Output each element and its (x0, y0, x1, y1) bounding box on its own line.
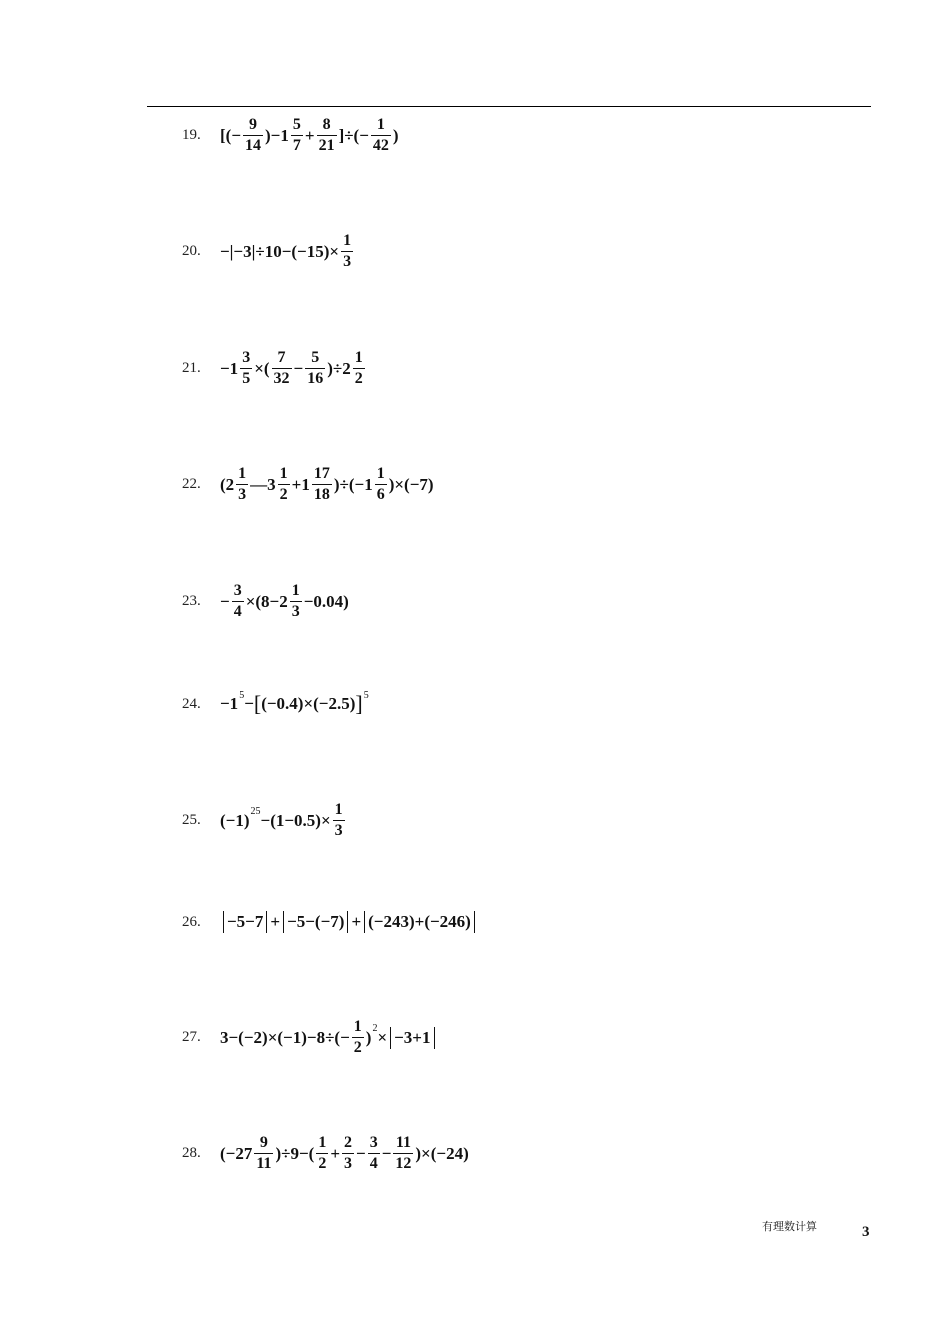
fraction-denominator: 3 (334, 822, 343, 839)
expression-text: ) (365, 1027, 372, 1047)
expression-text: −(1−0.5)× (260, 810, 331, 830)
fraction (312, 466, 332, 503)
expression-text: × (377, 1027, 388, 1047)
expression-text: )÷2 (327, 358, 351, 378)
problem-item (182, 117, 399, 154)
fraction-denominator: 4 (233, 603, 242, 620)
expression-text: 3−(−2)×(−1)−8÷(− (220, 1027, 350, 1047)
fraction (371, 117, 391, 154)
expression-text: —3 (250, 474, 276, 494)
fraction (305, 350, 325, 387)
fraction (236, 466, 248, 503)
expression-text: )÷(−1 (333, 474, 373, 494)
expression-text: (2 (220, 474, 235, 494)
expression-text: −|−3|÷10−(−15)× (220, 241, 340, 261)
fraction-numerator: 8 (322, 116, 331, 133)
math-expression (220, 689, 369, 716)
fraction-numerator: 17 (313, 465, 330, 482)
expression-text: − (356, 1143, 366, 1163)
fraction (254, 1135, 273, 1172)
exponent: 25 (250, 806, 261, 817)
expression-text: ) (392, 125, 399, 145)
math-expression (220, 466, 434, 503)
math-expression (220, 350, 367, 387)
fraction (341, 233, 353, 270)
fraction (272, 350, 292, 387)
problem-item (182, 583, 349, 620)
problem-number: 21. (182, 360, 201, 376)
problem-number: 25. (182, 812, 201, 828)
problem-item (182, 466, 434, 503)
fraction (278, 466, 290, 503)
fraction-numerator: 7 (277, 349, 286, 366)
math-expression (220, 911, 478, 933)
problem-number: 26. (182, 913, 201, 930)
problem-number: 22. (182, 476, 201, 492)
fraction-numerator: 3 (233, 582, 242, 599)
header-rule (147, 106, 871, 107)
fraction (368, 1135, 380, 1172)
large-bracket: [ (253, 691, 262, 716)
problem-number: 23. (182, 593, 201, 609)
expression-text: −0.04) (303, 591, 349, 611)
absolute-value-bar (364, 911, 365, 933)
exponent: 5 (363, 689, 369, 701)
fraction-denominator: 32 (273, 370, 290, 387)
fraction-numerator: 5 (311, 349, 320, 366)
expression-text: )×(−24) (415, 1143, 469, 1163)
problem-item (182, 350, 367, 387)
absolute-value-bar (347, 911, 348, 933)
footer-title: 有理数计算 (762, 1220, 817, 1233)
fraction-numerator: 9 (259, 1134, 268, 1151)
math-expression (220, 1135, 469, 1172)
fraction-denominator: 21 (318, 137, 335, 154)
absolute-value-bar (223, 911, 224, 933)
fraction (243, 117, 263, 154)
problem-item (182, 911, 478, 933)
fraction-denominator: 11 (256, 1155, 272, 1172)
expression-text: (−0.4)×(−2.5) (261, 694, 356, 713)
page-number: 3 (862, 1224, 870, 1240)
expression-text: +1 (291, 474, 310, 494)
expression-text: (−27 (220, 1143, 253, 1163)
fraction-denominator: 2 (353, 1039, 362, 1056)
problem-item (182, 802, 347, 839)
fraction-denominator: 5 (242, 370, 251, 387)
problem-item (182, 1019, 438, 1056)
expression-text: −1 (220, 358, 239, 378)
fraction (291, 117, 303, 154)
math-expression (220, 583, 349, 620)
fraction-numerator: 3 (242, 349, 251, 366)
fraction (352, 1019, 364, 1056)
problem-number: 20. (182, 243, 201, 259)
fraction-denominator: 12 (395, 1155, 412, 1172)
fraction-denominator: 3 (291, 603, 300, 620)
math-expression (220, 117, 399, 154)
fraction (232, 583, 244, 620)
problem-item (182, 233, 355, 270)
fraction-numerator: 11 (395, 1134, 411, 1151)
expression-text: (−243)+(−246) (368, 912, 471, 931)
expression-text: − (244, 694, 254, 713)
fraction-numerator: 1 (376, 116, 385, 133)
fraction-numerator: 1 (353, 1018, 362, 1035)
fraction-numerator: 1 (334, 801, 343, 818)
math-expression (220, 233, 355, 270)
problem-number: 27. (182, 1029, 201, 1045)
expression-text: + (304, 125, 315, 145)
expression-text: (−1) (220, 810, 250, 830)
fraction-denominator: 2 (354, 370, 363, 387)
expression-text: + (351, 912, 362, 931)
fraction (375, 466, 387, 503)
fraction-numerator: 2 (344, 1134, 353, 1151)
absolute-value-bar (474, 911, 475, 933)
fraction-numerator: 5 (292, 116, 301, 133)
expression-text: −3+1 (394, 1027, 431, 1047)
large-bracket: ] (355, 691, 363, 716)
expression-text: + (270, 912, 281, 931)
problem-number: 28. (182, 1145, 201, 1161)
fraction-numerator: 1 (343, 232, 352, 249)
problem-item (182, 689, 369, 716)
expression-text: −1 (220, 694, 239, 713)
fraction-numerator: 9 (249, 116, 258, 133)
fraction (290, 583, 302, 620)
fraction (393, 1135, 413, 1172)
expression-text: − (381, 1143, 392, 1163)
expression-text: )÷9−( (275, 1143, 315, 1163)
expression-text: ]÷(− (338, 125, 369, 145)
expression-text: ×(8−2 (245, 591, 288, 611)
math-expression (220, 802, 347, 839)
math-expression (220, 1019, 438, 1056)
fraction-numerator: 1 (238, 465, 247, 482)
expression-text: − (293, 358, 304, 378)
fraction-denominator: 14 (245, 137, 262, 154)
expression-text: − (220, 591, 230, 611)
problem-number: 24. (182, 695, 201, 712)
fraction-numerator: 1 (354, 349, 363, 366)
expression-text: )−1 (265, 125, 289, 145)
fraction-denominator: 3 (343, 253, 352, 270)
fraction-numerator: 3 (369, 1134, 378, 1151)
exponent: 5 (239, 689, 245, 701)
expression-text: [(− (220, 125, 242, 145)
fraction-numerator: 1 (376, 465, 385, 482)
expression-text: ×( (254, 358, 270, 378)
fraction (353, 350, 365, 387)
fraction (317, 117, 337, 154)
absolute-value-bar (283, 911, 284, 933)
fraction (333, 802, 345, 839)
absolute-value-bar (266, 911, 267, 933)
fraction-denominator: 2 (318, 1155, 327, 1172)
problem-number: 19. (182, 127, 201, 143)
fraction-numerator: 1 (279, 465, 288, 482)
fraction (240, 350, 252, 387)
expression-text: −5−7 (227, 912, 264, 931)
exponent: 2 (372, 1023, 378, 1034)
fraction-denominator: 3 (344, 1155, 353, 1172)
fraction-denominator: 16 (307, 370, 324, 387)
fraction (316, 1135, 328, 1172)
problem-item (182, 1135, 469, 1172)
fraction (342, 1135, 354, 1172)
expression-text: )×(−7) (388, 474, 434, 494)
fraction-denominator: 3 (238, 486, 247, 503)
fraction-denominator: 7 (292, 137, 301, 154)
expression-text: −5−(−7) (287, 912, 345, 931)
absolute-value-bar (390, 1027, 391, 1049)
expression-text: + (330, 1143, 341, 1163)
fraction-denominator: 42 (372, 137, 389, 154)
fraction-denominator: 2 (279, 486, 288, 503)
fraction-numerator: 1 (318, 1134, 327, 1151)
fraction-denominator: 6 (376, 486, 385, 503)
fraction-denominator: 4 (369, 1155, 378, 1172)
fraction-numerator: 1 (291, 582, 300, 599)
absolute-value-bar (434, 1027, 435, 1049)
fraction-denominator: 18 (313, 486, 330, 503)
